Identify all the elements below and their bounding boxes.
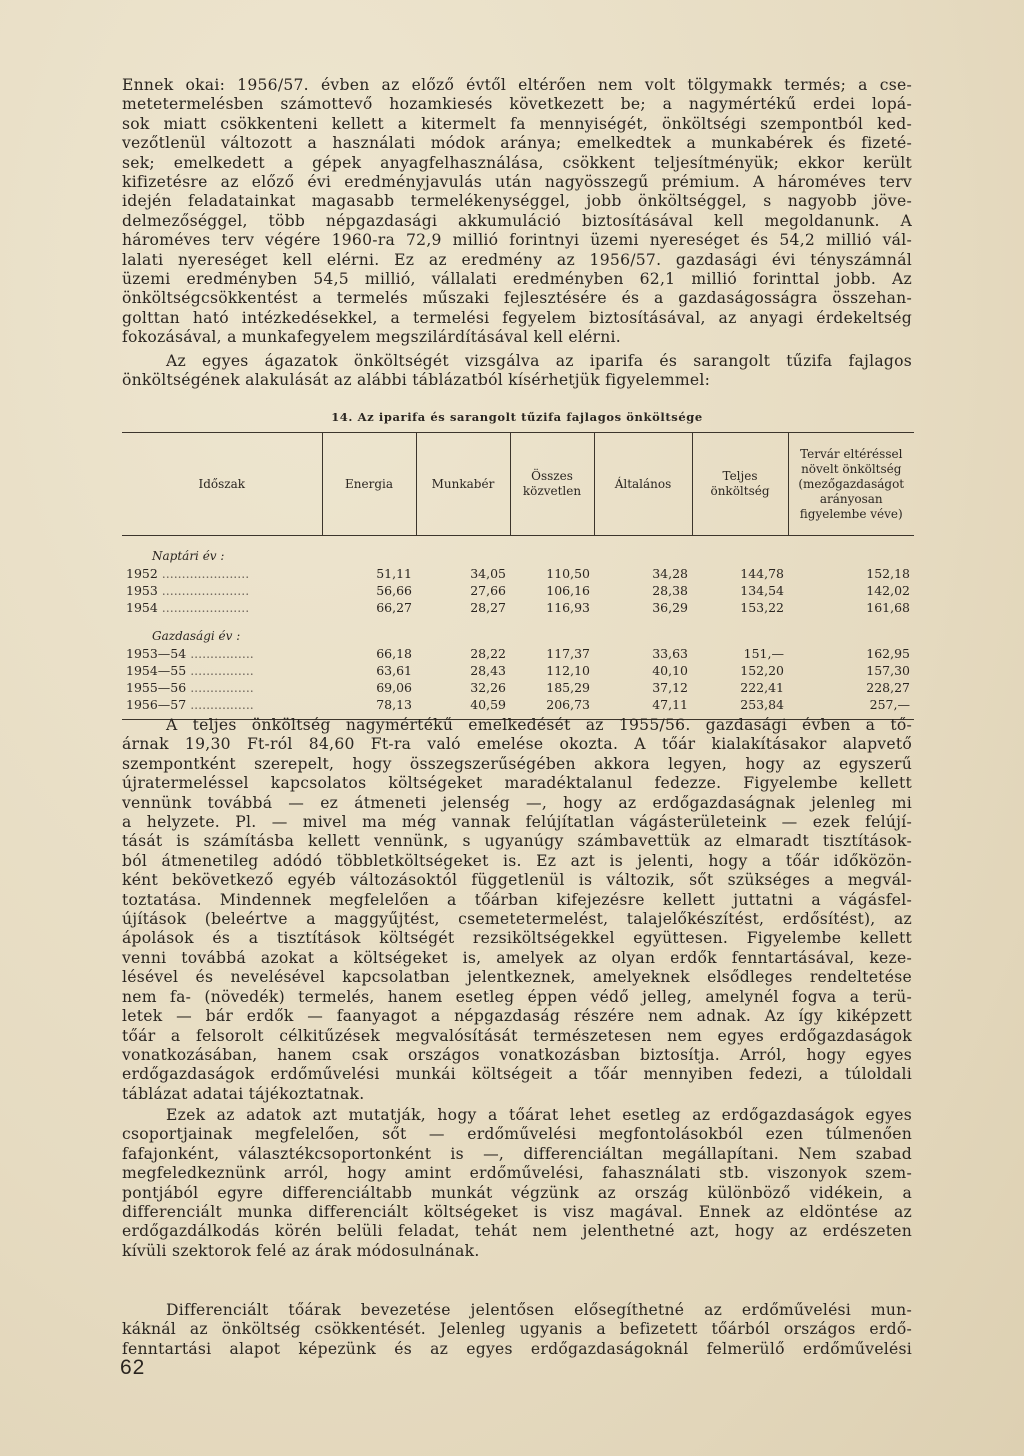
text-line: delmezőséggel, több népgazdasági akkumuláció biztosításával kell megoldanunk. A — [122, 211, 912, 230]
text-line: újratermeléssel kapcsolatos költségeket maradéktalanul fedezze. Figyelembe kellett — [122, 774, 912, 793]
cell-general: 36,29 — [652, 600, 688, 615]
table-row — [122, 696, 914, 713]
text-line: önköltségcsökkentést a termelés műszaki fejlesztésére és a gazdaságosságra összehan- — [122, 289, 912, 308]
text-line: ként bekövetkező egyéb változásoktól függetlenül is változik, sőt szükséges a megvál- — [122, 871, 912, 890]
cell-period: 1952 ...................... — [126, 566, 250, 581]
text-line: ápolások és a tisztítások költségét rezsiköltségekkel együttesen. Figyelembe kellett — [122, 929, 912, 948]
cell-planned: 142,02 — [866, 583, 910, 598]
header-wage: Munkabér — [416, 433, 510, 536]
text-line: sok miatt csökkenteni kellett a kitermelt fa mennyiségét, önköltségi szempontból ked- — [122, 114, 912, 133]
cell-total: 134,54 — [740, 583, 784, 598]
text-line: kifizetésre az előző évi eredményjavulás után nagyösszegű prémium. A hároméves terv — [122, 173, 912, 192]
cell-wage: 28,22 — [470, 646, 506, 661]
text-line: megfeledkeznünk arról, hogy amint erdőművelési, fahasználati stb. viszonyok szem- — [122, 1164, 912, 1183]
text-line: üzemi eredményben 54,5 millió, vállalati eredményben 62,1 millió forinttal jobb. Az — [122, 270, 912, 289]
cell-wage: 28,43 — [470, 663, 506, 678]
table-row — [122, 582, 914, 599]
cell-direct: 112,10 — [546, 663, 590, 678]
cell-general: 47,11 — [652, 697, 688, 712]
table-row — [122, 565, 914, 582]
text-line: A teljes önköltség nagymértékű emelkedését az 1955/56. gazdasági évben a tő- — [166, 716, 912, 734]
text-line: szempontként szerepelt, hogy összegszerűségében akkora legyen, hogy az egyszerű — [122, 754, 912, 773]
text-line: kívüli szektorok felé az árak módosulnának. — [122, 1241, 480, 1260]
text-line: vonatkozásában, hanem csak országos vonatkozásban biztosítja. Arról, hogy egyes — [122, 1045, 912, 1064]
table-caption: 14. Az iparifa és sarangolt tűzifa fajlagos önköltsége — [331, 410, 703, 424]
cell-general: 40,10 — [652, 663, 688, 678]
table-row — [122, 679, 914, 696]
cell-planned: 228,27 — [866, 680, 910, 695]
text-line: káknál az önköltség csökkentését. Jelenleg ugyanis a befizetett tőárból országos erdő- — [122, 1320, 912, 1339]
text-line: Ennek okai: 1956/57. évben az előző évtől eltérően nem volt tölgymakk termés; a cse- — [122, 76, 912, 94]
cost-table — [122, 432, 914, 720]
cell-direct: 116,93 — [546, 600, 590, 615]
text-line: csoportjainak megfelelően, sőt — erdőművelési megfontolásokból ezen túlmenően — [122, 1125, 912, 1144]
cell-planned: 157,30 — [866, 663, 910, 678]
cell-wage: 28,27 — [470, 600, 506, 615]
cell-total: 253,84 — [740, 697, 784, 712]
text-line: táblázat adatai tájékoztatnak. — [122, 1084, 365, 1103]
paragraph-table-intro — [122, 352, 912, 391]
section-fiscal-year: Gazdasági év : — [152, 629, 241, 643]
cell-period: 1956—57 ................ — [126, 697, 254, 712]
text-line: Differenciált tőárak bevezetése jelentősen elősegíthetné az erdőművelési mun- — [166, 1301, 912, 1319]
text-line: nem fa- (növedék) termelés, hanem esetleg éppen védő jelleg, amelynél fogva a terü- — [122, 987, 912, 1006]
table-row — [122, 645, 914, 662]
cell-direct: 185,29 — [546, 680, 590, 695]
cell-general: 37,12 — [652, 680, 688, 695]
table-header-row — [122, 433, 914, 536]
cell-period: 1954 ...................... — [126, 600, 250, 615]
text-line: árnak 19,30 Ft-ról 84,60 Ft-ra való emelése okozta. A tőár kialakításakor alapvető — [122, 735, 912, 754]
text-line: fafajonként, választékcsoportonként is —, differenciáltan megállapítani. Nem szabad — [122, 1144, 912, 1163]
text-line: golttan ható intézkedésekkel, a termelési fegyelem biztosításával, az anyagi érdekeltség — [122, 308, 912, 327]
text-line: Ezek az adatok azt mutatják, hogy a tőárat lehet esetleg az erdőgazdaságok egyes — [166, 1106, 912, 1124]
cell-energy: 69,06 — [376, 680, 412, 695]
paragraph-stumpage — [122, 716, 912, 1104]
text-line: ból átmenetileg adódó többletköltségeket is. Ez azt is jelenti, hogy a tőár időközön- — [122, 851, 912, 870]
text-line: önköltségének alakulását az alábbi táblázatból kísérhetjük figyelemmel: — [122, 371, 711, 390]
text-line: idején feladatainkat magasabb termelékenységgel, jobb önköltséggel, s nagyobb jöve- — [122, 192, 912, 211]
text-line: vennünk továbbá — ez átmeneti jelenség —, hogy az erdőgazdaságnak jelenleg mi — [122, 793, 912, 812]
cell-period: 1955—56 ................ — [126, 680, 254, 695]
cell-total: 151,— — [743, 646, 784, 661]
header-general: Általános — [594, 433, 692, 536]
cell-total: 153,22 — [740, 600, 784, 615]
cell-period: 1953 ...................... — [126, 583, 250, 598]
text-line: pontjából egyre differenciáltabb munkát végzünk az ország különböző vidékein, a — [122, 1183, 912, 1202]
text-line: hároméves terv végére 1960-ra 72,9 millió forintnyi üzemi nyereséget és 54,2 millió vál- — [122, 231, 912, 250]
cell-energy: 66,18 — [376, 646, 412, 661]
cell-wage: 34,05 — [470, 566, 506, 581]
text-line: erdőgazdaságok erdőművelési munkái költségeit a tőár mennyiben fedezi, a túloldali — [122, 1065, 912, 1084]
cell-energy: 78,13 — [376, 697, 412, 712]
text-line: fenntartási alapot képezünk és az egyes erdőgazdaságoknál felmerülő erdőművelési — [122, 1339, 912, 1358]
cell-planned: 162,95 — [866, 646, 910, 661]
text-line: tőár a felsorolt célkitűzések megvalósítását természetesen nem egyes erdőgazdaságok — [122, 1026, 912, 1045]
text-line: lésével és nevelésével kapcsolatban jelentkeznek, amelyeknek elsődleges rendeltetése — [122, 968, 912, 987]
cell-energy: 51,11 — [376, 566, 412, 581]
header-period: Időszak — [122, 433, 322, 536]
cell-direct: 106,16 — [546, 583, 590, 598]
cell-energy: 56,66 — [376, 583, 412, 598]
section-calendar-year: Naptári év : — [152, 549, 225, 563]
text-line: a helyzete. Pl. — mivel ma még vannak felújítatlan vágásterületeink — ezek felújí- — [122, 813, 912, 832]
cell-total: 144,78 — [740, 566, 784, 581]
text-line: metetermelésben számottevő hozamkiesés következett be; a nagymértékű erdei lopá- — [122, 95, 912, 114]
text-line: Az egyes ágazatok önköltségét vizsgálva az iparifa és sarangolt tűzifa fajlagos — [166, 352, 912, 370]
text-line: újítások (beleértve a maggyűjtést, csemetetermelést, talajelőkészítést, erdősítést), az — [122, 910, 912, 929]
text-line: venni továbbá azokat a költségeket is, amelyek az olyan erdők fenntartásával, keze- — [122, 948, 912, 967]
text-line: vezőtlenül változott a használati módok aránya; emelkedtek a munkabérek és fizeté- — [122, 134, 912, 153]
header-planned: Tervár eltéréssel növelt önköltség (mezőgazdaságot arányosan figyelembe véve) — [788, 433, 914, 536]
header-direct: Összes közvetlen — [510, 433, 594, 536]
cell-general: 28,38 — [652, 583, 688, 598]
cell-energy: 63,61 — [376, 663, 412, 678]
cell-energy: 66,27 — [376, 600, 412, 615]
text-line: lalati nyereséget kell elérni. Ez az eredmény az 1956/57. gazdasági évi tényszámnál — [122, 250, 912, 269]
cell-period: 1953—54 ................ — [126, 646, 254, 661]
cell-general: 33,63 — [652, 646, 688, 661]
cell-general: 34,28 — [652, 566, 688, 581]
paragraph-differentiation — [122, 1106, 912, 1261]
cell-direct: 206,73 — [546, 697, 590, 712]
text-line: sek; emelkedett a gépek anyagfelhasználása, csökkent teljesítményük; ekkor került — [122, 153, 912, 172]
cell-wage: 32,26 — [470, 680, 506, 695]
cell-total: 222,41 — [740, 680, 784, 695]
text-line: differenciált munka differenciált költségeket is visz magával. Ennek az eldöntése az — [122, 1203, 912, 1222]
text-line: tását is számításba kellett vennünk, s ugyanúgy számbavettük az elmaradt tisztítások- — [122, 832, 912, 851]
paragraph-differentiated-prices — [122, 1301, 912, 1359]
text-line: letek — bár erdők — faanyagot a népgazdaság részére nem adnak. Az így kiképzett — [122, 1007, 912, 1026]
table-row — [122, 599, 914, 616]
paragraph-causes — [122, 76, 912, 348]
cell-direct: 110,50 — [546, 566, 590, 581]
text-line: toztatása. Mindennek megfelelően a tőárban kifejezésre kellett juttatni a vágásfel- — [122, 890, 912, 909]
cell-direct: 117,37 — [546, 646, 590, 661]
text-line: erdőgazdálkodás körén belüli feladat, tehát nem jelenthetné azt, hogy az erdészeten — [122, 1222, 912, 1241]
cell-period: 1954—55 ................ — [126, 663, 254, 678]
table-row — [122, 662, 914, 679]
cell-planned: 152,18 — [866, 566, 910, 581]
cell-wage: 27,66 — [470, 583, 506, 598]
cell-planned: 257,— — [869, 697, 910, 712]
cell-wage: 40,59 — [470, 697, 506, 712]
header-energy: Energia — [322, 433, 416, 536]
header-total: Teljes önköltség — [692, 433, 788, 536]
cell-planned: 161,68 — [866, 600, 910, 615]
text-line: fokozásával, a munkafegyelem megszilárdításával kell elérni. — [122, 328, 621, 347]
page-number: 62 — [120, 1356, 146, 1379]
table-body — [122, 536, 914, 720]
cell-total: 152,20 — [740, 663, 784, 678]
